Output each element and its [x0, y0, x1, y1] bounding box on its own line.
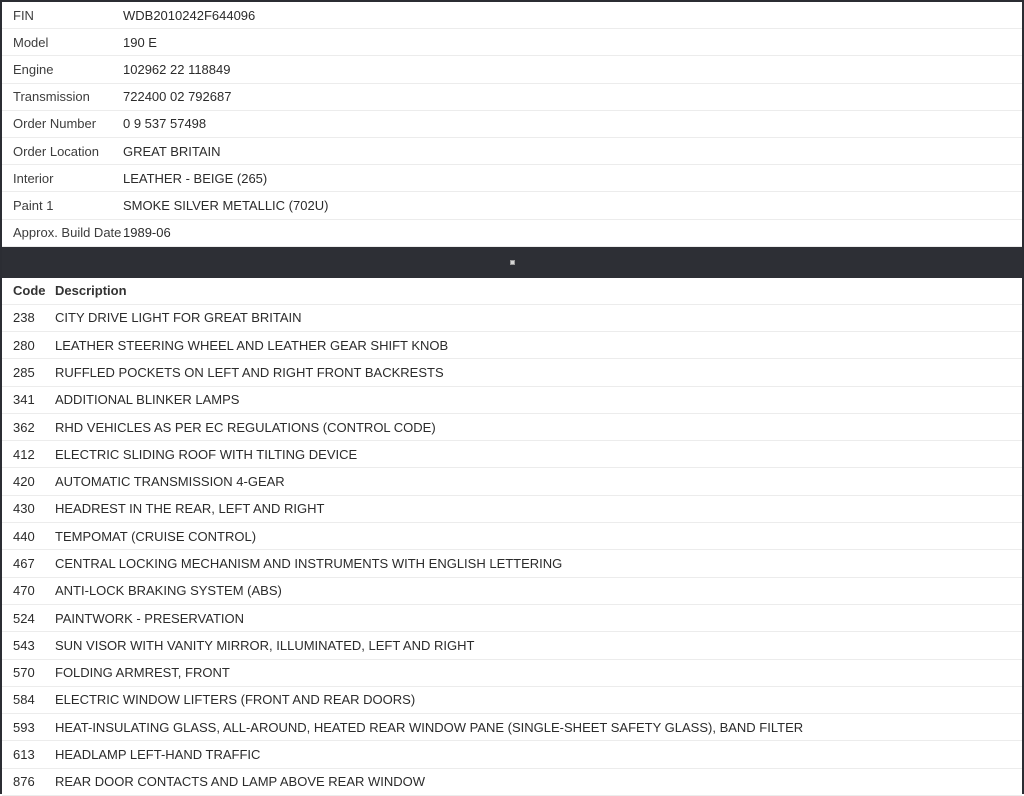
- option-description: ELECTRIC SLIDING ROOF WITH TILTING DEVICE: [55, 446, 358, 462]
- option-description: HEADREST IN THE REAR, LEFT AND RIGHT: [55, 501, 325, 517]
- spec-value: 1989-06: [123, 225, 171, 241]
- option-code: 412: [13, 446, 35, 462]
- option-code: 613: [13, 747, 35, 763]
- vehicle-info-row: [2, 56, 1022, 83]
- option-description: REAR DOOR CONTACTS AND LAMP ABOVE REAR WINDOW: [55, 774, 426, 790]
- option-code-row: [2, 387, 1022, 414]
- vehicle-info-row: [2, 165, 1022, 192]
- option-description: FOLDING ARMREST, FRONT: [55, 665, 230, 681]
- option-code: 238: [13, 310, 35, 326]
- option-description: TEMPOMAT (CRUISE CONTROL): [55, 528, 257, 544]
- vehicle-info-row: [2, 111, 1022, 138]
- vehicle-info-row: [2, 29, 1022, 56]
- option-code: 470: [13, 583, 35, 599]
- vehicle-info-row: [2, 192, 1022, 219]
- option-code-row: [2, 523, 1022, 550]
- option-code: 467: [13, 556, 35, 571]
- option-description: ELECTRIC WINDOW LIFTERS (FRONT AND REAR DOORS): [55, 692, 416, 708]
- vehicle-info-row: [2, 2, 1022, 29]
- spec-label: FIN: [13, 7, 34, 23]
- option-code-row: [2, 550, 1022, 577]
- option-code: 584: [13, 692, 35, 708]
- option-description: RHD VEHICLES AS PER EC REGULATIONS (CONTROL CODE): [55, 419, 436, 435]
- option-code: 543: [13, 637, 35, 653]
- option-description: PAINTWORK - PRESERVATION: [55, 610, 245, 626]
- spec-label: Paint 1: [13, 197, 54, 213]
- option-description: AUTOMATIC TRANSMISSION 4-GEAR: [55, 474, 285, 490]
- option-code-row: [2, 769, 1022, 796]
- option-code-row: [2, 687, 1022, 714]
- spec-value: LEATHER - BEIGE (265): [123, 170, 268, 186]
- spec-label: Transmission: [13, 89, 90, 105]
- option-code: 341: [13, 392, 35, 408]
- spec-value: 102962 22 118849: [123, 61, 231, 77]
- option-code: 285: [13, 364, 35, 380]
- option-description: CITY DRIVE LIGHT FOR GREAT BRITAIN: [55, 310, 302, 326]
- spec-value: 722400 02 792687: [123, 89, 232, 105]
- option-code-row: [2, 660, 1022, 687]
- option-code: 420: [13, 474, 35, 490]
- option-description: HEAT-INSULATING GLASS, ALL-AROUND, HEATED REAR WINDOW PANE (SINGLE-SHEET SAFETY GLASS), BAND FILTER: [55, 719, 804, 735]
- spec-value: 190 E: [123, 34, 157, 50]
- vehicle-info-row: [2, 138, 1022, 165]
- option-code-row: [2, 305, 1022, 332]
- option-description: CENTRAL LOCKING MECHANISM AND INSTRUMENTS WITH ENGLISH LETTERING: [55, 556, 563, 571]
- option-code-row: [2, 741, 1022, 768]
- options-table-body: [2, 305, 1022, 796]
- option-code: 524: [13, 610, 35, 626]
- option-code: 570: [13, 665, 35, 681]
- option-code: 440: [13, 528, 35, 544]
- option-code: 280: [13, 337, 35, 353]
- spec-label: Model: [13, 34, 49, 50]
- description-column-header: Description: [55, 283, 127, 299]
- option-code-row: [2, 441, 1022, 468]
- option-code-row: [2, 714, 1022, 741]
- option-description: LEATHER STEERING WHEEL AND LEATHER GEAR SHIFT KNOB: [55, 337, 449, 353]
- options-table-header: [2, 278, 1022, 305]
- option-description: HEADLAMP LEFT-HAND TRAFFIC: [55, 747, 261, 763]
- spec-label: Interior: [13, 170, 54, 186]
- option-code-row: [2, 578, 1022, 605]
- vehicle-info-table: [2, 2, 1022, 247]
- option-code: 362: [13, 419, 35, 435]
- spec-label: Order Number: [13, 116, 97, 132]
- vehicle-info-row: [2, 84, 1022, 111]
- spec-value: 0 9 537 57498: [123, 116, 207, 132]
- option-description: SUN VISOR WITH VANITY MIRROR, ILLUMINATED, LEFT AND RIGHT: [55, 637, 475, 653]
- option-code-row: [2, 468, 1022, 495]
- section-divider-bar: [2, 247, 1022, 278]
- spec-label: Engine: [13, 61, 54, 77]
- spec-value: GREAT BRITAIN: [123, 143, 221, 159]
- option-code-row: [2, 496, 1022, 523]
- spec-label: Approx. Build Date: [13, 225, 122, 241]
- spec-label: Order Location: [13, 143, 99, 159]
- vehicle-info-row: [2, 220, 1022, 247]
- option-code: 430: [13, 501, 35, 517]
- spec-value: WDB2010242F644096: [123, 7, 256, 23]
- option-code: 593: [13, 719, 35, 735]
- option-code-row: [2, 359, 1022, 386]
- broken-image-dot-icon: [510, 260, 515, 265]
- option-description: ADDITIONAL BLINKER LAMPS: [55, 392, 240, 408]
- option-code-row: [2, 605, 1022, 632]
- spec-value: SMOKE SILVER METALLIC (702U): [123, 197, 329, 213]
- option-code-row: [2, 632, 1022, 659]
- code-column-header: Code: [13, 283, 46, 299]
- option-code-row: [2, 332, 1022, 359]
- option-description: ANTI-LOCK BRAKING SYSTEM (ABS): [55, 583, 282, 599]
- option-description: RUFFLED POCKETS ON LEFT AND RIGHT FRONT BACKRESTS: [55, 364, 444, 380]
- option-code: 876: [13, 774, 35, 790]
- option-code-row: [2, 414, 1022, 441]
